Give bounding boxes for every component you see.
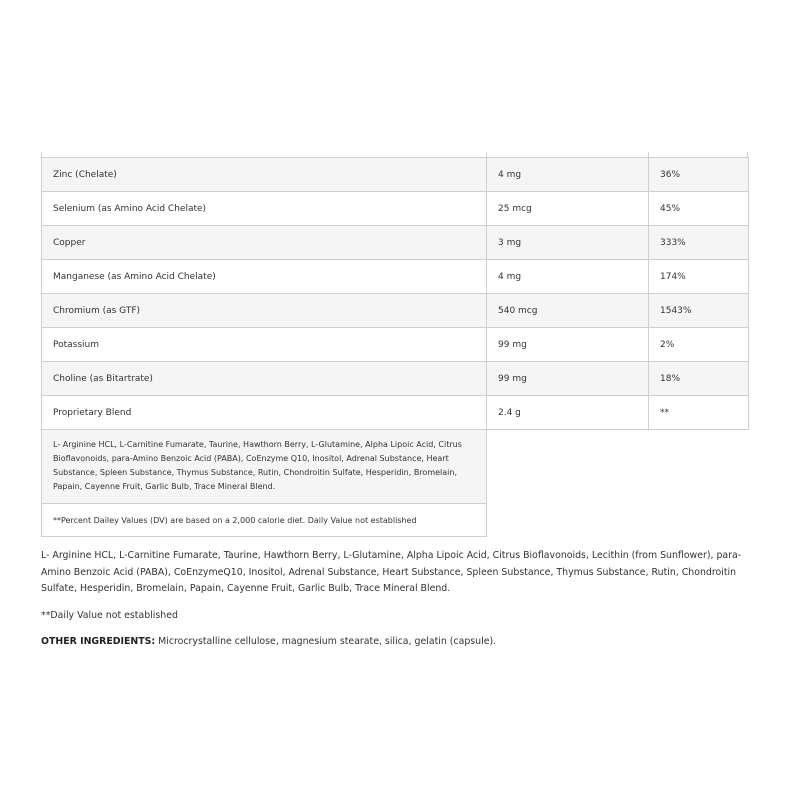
nutrient-amount: 2.4 g (487, 396, 649, 430)
table-row (42, 294, 749, 328)
nutrient-amount: 99 mg (487, 328, 649, 362)
nutrient-name: Zinc (Chelate) (42, 158, 487, 192)
nutrient-name: Copper (42, 226, 487, 260)
ingredients-section (41, 548, 761, 661)
supplement-facts-table (41, 152, 748, 537)
nutrient-amount: 99 mg (487, 362, 649, 396)
proprietary-blend-ingredients: L- Arginine HCL, L-Carnitine Fumarate, Taurine, Hawthorn Berry, L-Glutamine, Alpha Lipoic Acid, Citrus Bioflavonoids, para-Amino Benzoic Acid (PABA), CoEnzyme Q10, Inositol, Adrenal Substance, Heart Substance, Spleen Substance, Thymus Substance, Rutin, Chondroitin Sulfate, Hesperidin, Bromelain, Papain, Cayenne Fruit, Garlic Bulb, Trace Mineral Blend. (41, 430, 487, 504)
blend-paragraph: L- Arginine HCL, L-Carnitine Fumarate, Taurine, Hawthorn Berry, L-Glutamine, Alpha Lipoic Acid, Citrus Bioflavonoids, Lecithin (from Sunflower), para-Amino Benzoic Acid (PABA), CoEnzymeQ10, Inositol, Adrenal Substance, Heart Substance, Spleen Substance, Thymus Substance, Rutin, Chondroitin Sulfate, Hesperidin, Bromelain, Papain, Cayenne Fruit, Garlic Bulb, Trace Mineral Blend. (41, 550, 742, 594)
nutrient-dv: ** (649, 396, 749, 430)
nutrient-rows (41, 157, 749, 430)
nutrient-amount: 25 mcg (487, 192, 649, 226)
nutrient-dv: 45% (649, 192, 749, 226)
table-row (42, 158, 749, 192)
nutrient-dv: 18% (649, 362, 749, 396)
nutrient-amount: 4 mg (487, 260, 649, 294)
nutrient-name: Proprietary Blend (42, 396, 487, 430)
table-row (42, 260, 749, 294)
nutrient-dv: 2% (649, 328, 749, 362)
nutrient-amount: 540 mcg (487, 294, 649, 328)
nutrient-dv: 1543% (649, 294, 749, 328)
table-row (42, 328, 749, 362)
other-ingredients (41, 634, 761, 651)
nutrient-name: Potassium (42, 328, 487, 362)
table-top-stub (41, 152, 748, 157)
nutrient-amount: 3 mg (487, 226, 649, 260)
nutrient-name: Manganese (as Amino Acid Chelate) (42, 260, 487, 294)
table-row (42, 396, 749, 430)
nutrient-name: Choline (as Bitartrate) (42, 362, 487, 396)
dv-footnote: **Percent Dailey Values (DV) are based on a 2,000 calorie diet. Daily Value not established (41, 504, 487, 537)
table-row (42, 362, 749, 396)
other-ingredients-label: OTHER INGREDIENTS: (41, 636, 156, 647)
table-row (42, 192, 749, 226)
nutrient-dv: 174% (649, 260, 749, 294)
daily-value-note: **Daily Value not established (41, 609, 178, 621)
nutrient-dv: 333% (649, 226, 749, 260)
nutrient-amount: 4 mg (487, 158, 649, 192)
table-row (42, 226, 749, 260)
nutrient-dv: 36% (649, 158, 749, 192)
nutrient-name: Chromium (as GTF) (42, 294, 487, 328)
nutrient-name: Selenium (as Amino Acid Chelate) (42, 192, 487, 226)
other-ingredients-value: Microcrystalline cellulose, magnesium stearate, silica, gelatin (capsule). (158, 636, 497, 647)
